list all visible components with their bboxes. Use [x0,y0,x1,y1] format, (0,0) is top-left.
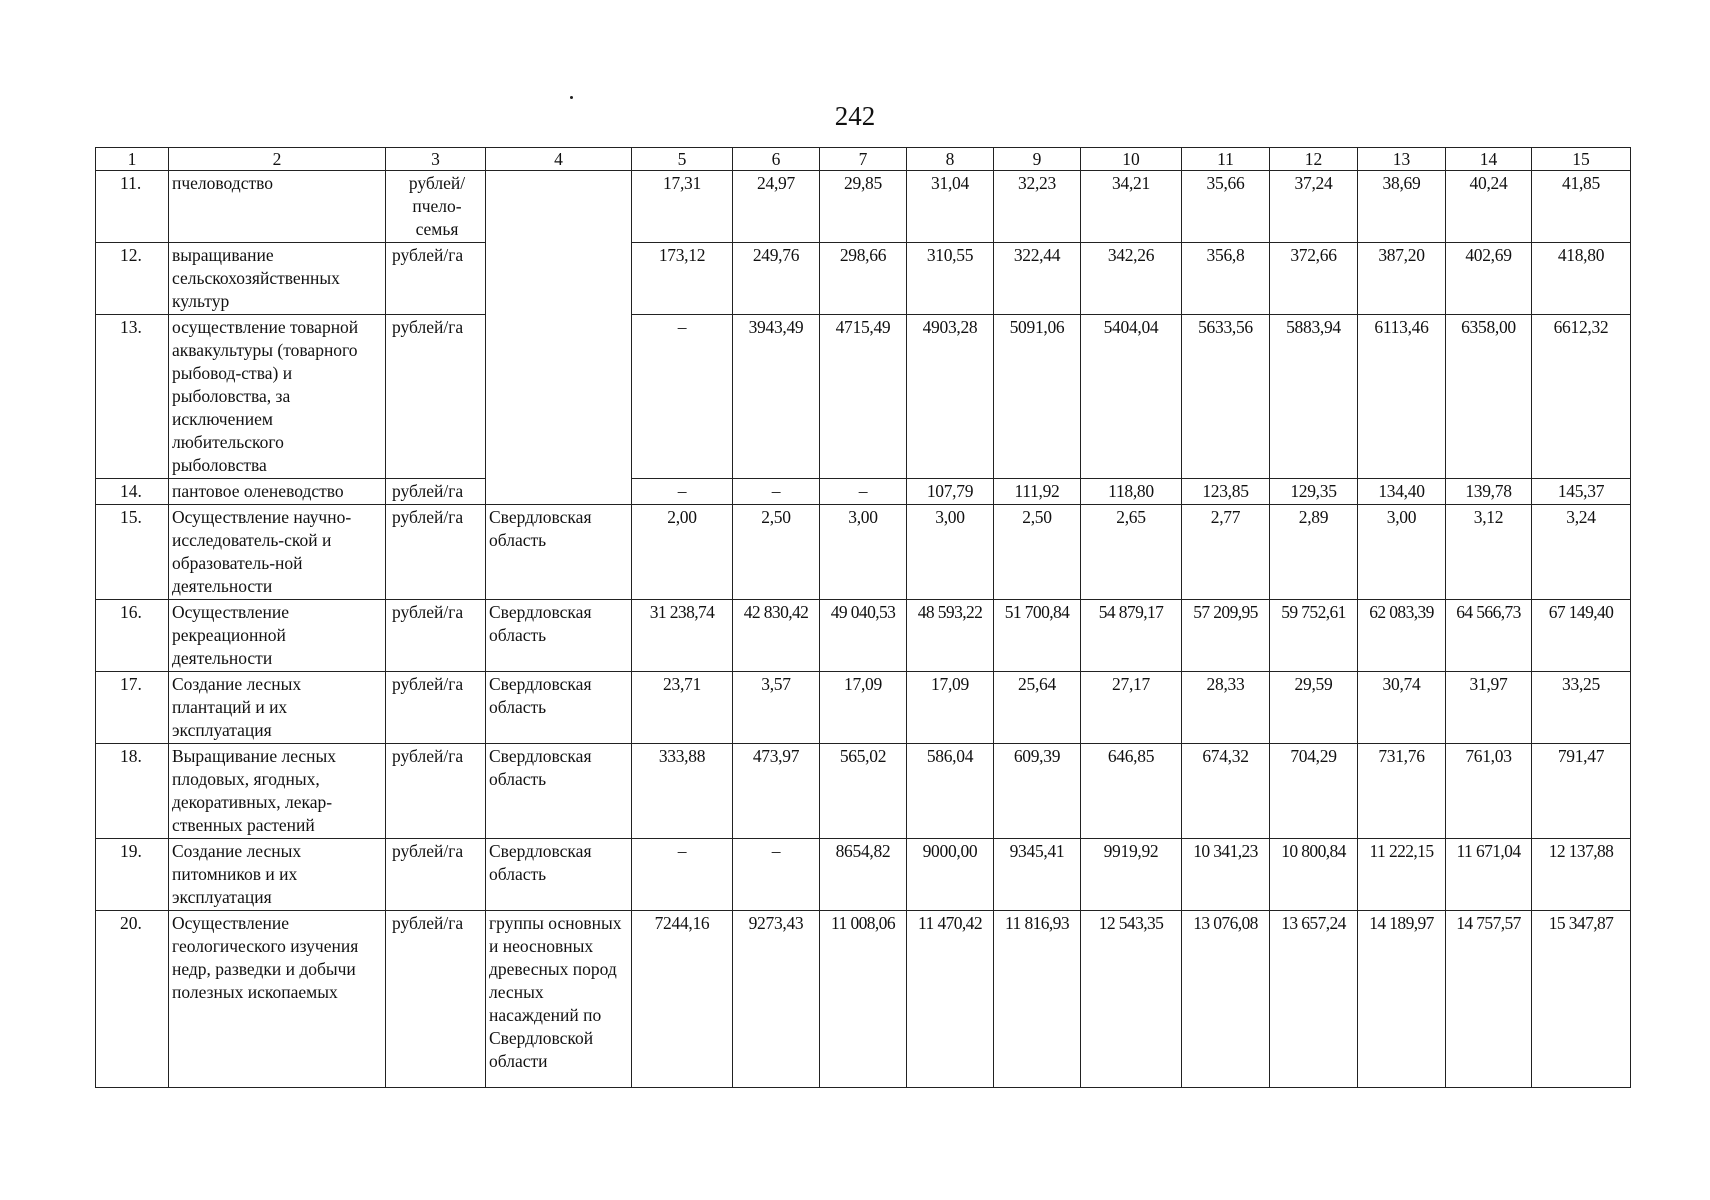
activity-cell: пчеловодство [169,171,386,243]
value-cell: 298,66 [820,243,907,315]
value-cell: 23,71 [632,672,733,744]
value-cell: 6612,32 [1532,315,1631,479]
value-cell: 387,20 [1358,243,1446,315]
value-cell: 10 341,23 [1182,839,1270,911]
value-cell: 646,85 [1081,744,1182,839]
value-cell: 586,04 [907,744,994,839]
value-cell: 2,89 [1270,505,1358,600]
value-cell: 674,32 [1182,744,1270,839]
value-cell: 57 209,95 [1182,600,1270,672]
unit-cell: рублей/га [386,600,486,672]
value-cell: 41,85 [1532,171,1631,243]
value-cell: 9273,43 [733,911,820,1088]
value-cell: 2,77 [1182,505,1270,600]
value-cell: 62 083,39 [1358,600,1446,672]
region-cell: группы основных и неосновных древесных пород лесных насаждений по Свердловской области [486,911,632,1088]
value-cell: 249,76 [733,243,820,315]
column-number-cell: 6 [733,148,820,171]
value-cell: 33,25 [1532,672,1631,744]
row-number: 19. [96,839,169,911]
value-cell: 14 757,57 [1446,911,1532,1088]
value-cell: 118,80 [1081,479,1182,505]
value-cell: 2,00 [632,505,733,600]
value-cell: – [733,479,820,505]
value-cell: 25,64 [994,672,1081,744]
unit-cell: рублей/га [386,479,486,505]
value-cell: 59 752,61 [1270,600,1358,672]
row-number: 12. [96,243,169,315]
table-row [96,315,1631,479]
value-cell: 6358,00 [1446,315,1532,479]
activity-cell: Осуществление научно-исследователь-ской и образователь-ной деятельности [169,505,386,600]
activity-cell: осуществление товарной аквакультуры (товарного рыбовод-ства) и рыболовства, за исключением любительского рыболовства [169,315,386,479]
column-number-cell: 8 [907,148,994,171]
value-cell: 333,88 [632,744,733,839]
value-cell: 30,74 [1358,672,1446,744]
value-cell: 4903,28 [907,315,994,479]
activity-cell: выращивание сельскохозяйственных культур [169,243,386,315]
value-cell: 2,65 [1081,505,1182,600]
activity-cell: Осуществление рекреационной деятельности [169,600,386,672]
value-cell: 9919,92 [1081,839,1182,911]
value-cell: 5883,94 [1270,315,1358,479]
value-cell: 3,24 [1532,505,1631,600]
column-number-cell: 13 [1358,148,1446,171]
row-number: 15. [96,505,169,600]
row-number: 14. [96,479,169,505]
region-cell: Свердловская область [486,672,632,744]
unit-cell: рублей/га [386,911,486,1088]
column-number-cell: 12 [1270,148,1358,171]
value-cell: 51 700,84 [994,600,1081,672]
unit-cell: рублей/га [386,839,486,911]
value-cell: 29,85 [820,171,907,243]
region-cell: Свердловская область [486,839,632,911]
region-cell [486,171,632,505]
value-cell: 418,80 [1532,243,1631,315]
value-cell: – [632,315,733,479]
table-row [96,505,1631,600]
value-cell: 17,09 [907,672,994,744]
row-number: 18. [96,744,169,839]
column-number-cell: 3 [386,148,486,171]
table-row [96,744,1631,839]
row-number: 17. [96,672,169,744]
table-row [96,600,1631,672]
page-number: 242 [834,101,876,131]
unit-cell: рублей/га [386,744,486,839]
value-cell: 37,24 [1270,171,1358,243]
value-cell: 42 830,42 [733,600,820,672]
value-cell: 3,57 [733,672,820,744]
table-body [96,148,1631,1088]
value-cell: 34,21 [1081,171,1182,243]
value-cell: 48 593,22 [907,600,994,672]
value-cell: 27,17 [1081,672,1182,744]
value-cell: 9000,00 [907,839,994,911]
column-number-cell: 5 [632,148,733,171]
table-row [96,243,1631,315]
value-cell: 704,29 [1270,744,1358,839]
value-cell: 2,50 [733,505,820,600]
row-number: 13. [96,315,169,479]
column-number-cell: 7 [820,148,907,171]
rates-table [95,147,1631,1088]
value-cell: 29,59 [1270,672,1358,744]
value-cell: 129,35 [1270,479,1358,505]
value-cell: 139,78 [1446,479,1532,505]
value-cell: 11 008,06 [820,911,907,1088]
value-cell: 3,00 [1358,505,1446,600]
value-cell: 31,97 [1446,672,1532,744]
column-number-cell: 14 [1446,148,1532,171]
value-cell: 9345,41 [994,839,1081,911]
value-cell: 40,24 [1446,171,1532,243]
value-cell: 28,33 [1182,672,1270,744]
value-cell: 31,04 [907,171,994,243]
value-cell: 35,66 [1182,171,1270,243]
value-cell: 32,23 [994,171,1081,243]
table-row [96,171,1631,243]
value-cell: 5091,06 [994,315,1081,479]
value-cell: 731,76 [1358,744,1446,839]
table-row [96,479,1631,505]
value-cell: 111,92 [994,479,1081,505]
value-cell: 11 470,42 [907,911,994,1088]
value-cell: 107,79 [907,479,994,505]
value-cell: 123,85 [1182,479,1270,505]
value-cell: 17,31 [632,171,733,243]
value-cell: 64 566,73 [1446,600,1532,672]
value-cell: 356,8 [1182,243,1270,315]
value-cell: 145,37 [1532,479,1631,505]
region-cell: Свердловская область [486,744,632,839]
value-cell: 402,69 [1446,243,1532,315]
table-row [96,672,1631,744]
value-cell: 310,55 [907,243,994,315]
speck-mark [570,96,573,99]
value-cell: 8654,82 [820,839,907,911]
value-cell: 173,12 [632,243,733,315]
column-number-cell: 2 [169,148,386,171]
value-cell: 761,03 [1446,744,1532,839]
column-number-cell: 11 [1182,148,1270,171]
value-cell: – [733,839,820,911]
unit-cell: рублей/га [386,672,486,744]
value-cell: 791,47 [1532,744,1631,839]
value-cell: 54 879,17 [1081,600,1182,672]
activity-cell: Осуществление геологического изучения недр, разведки и добычи полезных ископаемых [169,911,386,1088]
unit-cell: рублей/га [386,315,486,479]
value-cell: 11 222,15 [1358,839,1446,911]
row-number: 16. [96,600,169,672]
value-cell: – [632,479,733,505]
value-cell: 67 149,40 [1532,600,1631,672]
column-number-cell: 9 [994,148,1081,171]
value-cell: 3,12 [1446,505,1532,600]
value-cell: 12 137,88 [1532,839,1631,911]
value-cell: 11 671,04 [1446,839,1532,911]
value-cell: 5633,56 [1182,315,1270,479]
value-cell: 12 543,35 [1081,911,1182,1088]
value-cell: 17,09 [820,672,907,744]
value-cell: 3,00 [820,505,907,600]
value-cell: 13 657,24 [1270,911,1358,1088]
table-row [96,911,1631,1088]
value-cell: 3,00 [907,505,994,600]
value-cell: 15 347,87 [1532,911,1631,1088]
unit-cell: рублей/га [386,243,486,315]
value-cell: 7244,16 [632,911,733,1088]
value-cell: 11 816,93 [994,911,1081,1088]
value-cell: 4715,49 [820,315,907,479]
value-cell: 5404,04 [1081,315,1182,479]
region-cell: Свердловская область [486,600,632,672]
value-cell: 24,97 [733,171,820,243]
activity-cell: Создание лесных питомников и их эксплуатация [169,839,386,911]
value-cell: 49 040,53 [820,600,907,672]
value-cell: 372,66 [1270,243,1358,315]
value-cell: 134,40 [1358,479,1446,505]
activity-cell: Выращивание лесных плодовых, ягодных, декоративных, лекар-ственных растений [169,744,386,839]
value-cell: 38,69 [1358,171,1446,243]
value-cell: 322,44 [994,243,1081,315]
value-cell: 473,97 [733,744,820,839]
value-cell: 565,02 [820,744,907,839]
value-cell: – [632,839,733,911]
column-number-cell: 4 [486,148,632,171]
value-cell: 342,26 [1081,243,1182,315]
value-cell: 31 238,74 [632,600,733,672]
unit-cell: рублей/ пчело-семья [386,171,486,243]
value-cell: 14 189,97 [1358,911,1446,1088]
value-cell: 609,39 [994,744,1081,839]
value-cell: 13 076,08 [1182,911,1270,1088]
value-cell: – [820,479,907,505]
row-number: 20. [96,911,169,1088]
column-number-cell: 10 [1081,148,1182,171]
activity-cell: Создание лесных плантаций и их эксплуатация [169,672,386,744]
row-number: 11. [96,171,169,243]
unit-cell: рублей/га [386,505,486,600]
column-number-cell: 1 [96,148,169,171]
value-cell: 3943,49 [733,315,820,479]
value-cell: 6113,46 [1358,315,1446,479]
activity-cell: пантовое оленеводство [169,479,386,505]
value-cell: 10 800,84 [1270,839,1358,911]
region-cell: Свердловская область [486,505,632,600]
value-cell: 2,50 [994,505,1081,600]
column-number-row [96,148,1631,171]
column-number-cell: 15 [1532,148,1631,171]
table-row [96,839,1631,911]
